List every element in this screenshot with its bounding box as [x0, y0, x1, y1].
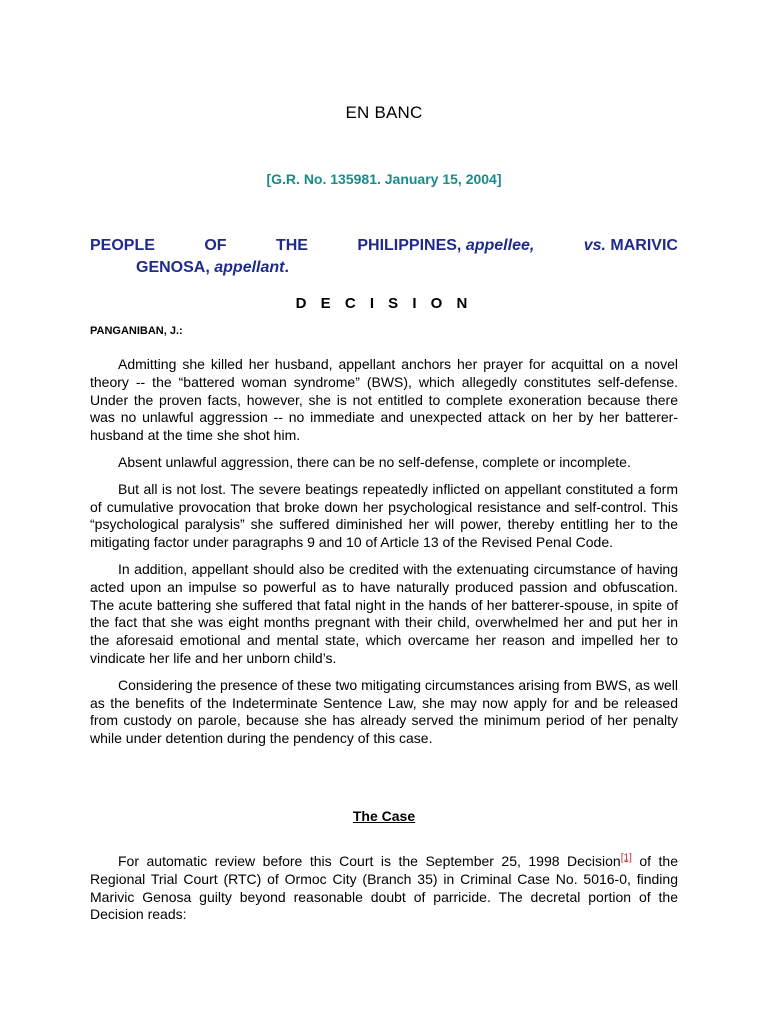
decision-body — [90, 356, 678, 757]
party-word-of: OF — [204, 237, 227, 254]
parties-line-1 — [90, 235, 678, 257]
case-section-body — [90, 853, 678, 924]
court-division: EN BANC — [345, 103, 423, 122]
appellee-label: appellee, — [465, 237, 535, 254]
paragraph-2: Absent unlawful aggression, there can be no self-defense, complete or incomplete. — [118, 453, 631, 470]
ponente: PANGANIBAN, J.: — [90, 325, 183, 337]
paragraph-3: But all is not lost. The severe beatings repeatedly inflicted on appellant constituted a form of cumulative provocation that broke down her psychological resistance and self-control. This “psychological paralysis” she suffered diminished her will power, thereby entitling her to the mitigating factor under paragraphs 9 and 10 of Article 13 of the Revised Penal Code. — [90, 480, 678, 551]
decision-title: D E C I S I O N — [295, 295, 473, 312]
footnote-link-1[interactable]: [1] — [620, 852, 632, 864]
party-genosa: GENOSA, — [136, 259, 210, 276]
paragraph-4: In addition, appellant should also be credited with the extenuating circumstance of having acted upon an impulse so powerful as to have naturally produced passion and obfuscation. The acute battering she suffered that fatal night in the hands of her batterer-spouse, in spite of the fact that she was eight months pregnant with their child, overwhelmed her and put her in the aforesaid emotional and mental state, which overcame her reason and impelled her to vindicate her life and her unborn child’s. — [90, 560, 678, 666]
case-parties — [90, 235, 678, 279]
appellant-label: appellant — [214, 259, 285, 276]
parties-line-2: GENOSA, appellant. — [136, 259, 289, 276]
versus-label: vs. — [583, 237, 606, 254]
case-number: [G.R. No. 135981. January 15, 2004] — [266, 171, 502, 187]
paragraph-1: Admitting she killed her husband, appellant anchors her prayer for acquittal on a novel theory -- the “battered woman syndrome” (BWS), which allegedly constitutes self-defense. Under the proven facts, however, she is not entitled to complete exoneration because there was no unlawful aggression -- no immediate and unexpected attack on her by her batterer-husband at the time she shot him. — [90, 356, 678, 444]
section-heading-the-case: The Case — [352, 808, 416, 824]
party-word-the: THE — [275, 237, 308, 254]
case-paragraph: For automatic review before this Court is the September 25, 1998 Decision[1] of the Regional Trial Court (RTC) of Ormoc City (Branch 35) in Criminal Case No. 5016-0, finding Marivic Genosa guilty beyond reasonable doubt of parricide. The decretal portion of the Decision reads: — [90, 852, 678, 923]
party-vs-marivic: vs. MARIVIC — [583, 237, 678, 254]
paragraph-5: Considering the presence of these two mitigating circumstances arising from BWS, as well as the benefits of the Indeterminate Sentence Law, she may now apply for and be released from custody on parole, because she has already served the minimum period of her penalty while under detention during the pendency of this case. — [90, 676, 678, 747]
party-philippines-appellee: PHILIPPINES, appellee, — [357, 237, 535, 254]
party-word-people: PEOPLE — [90, 237, 155, 254]
